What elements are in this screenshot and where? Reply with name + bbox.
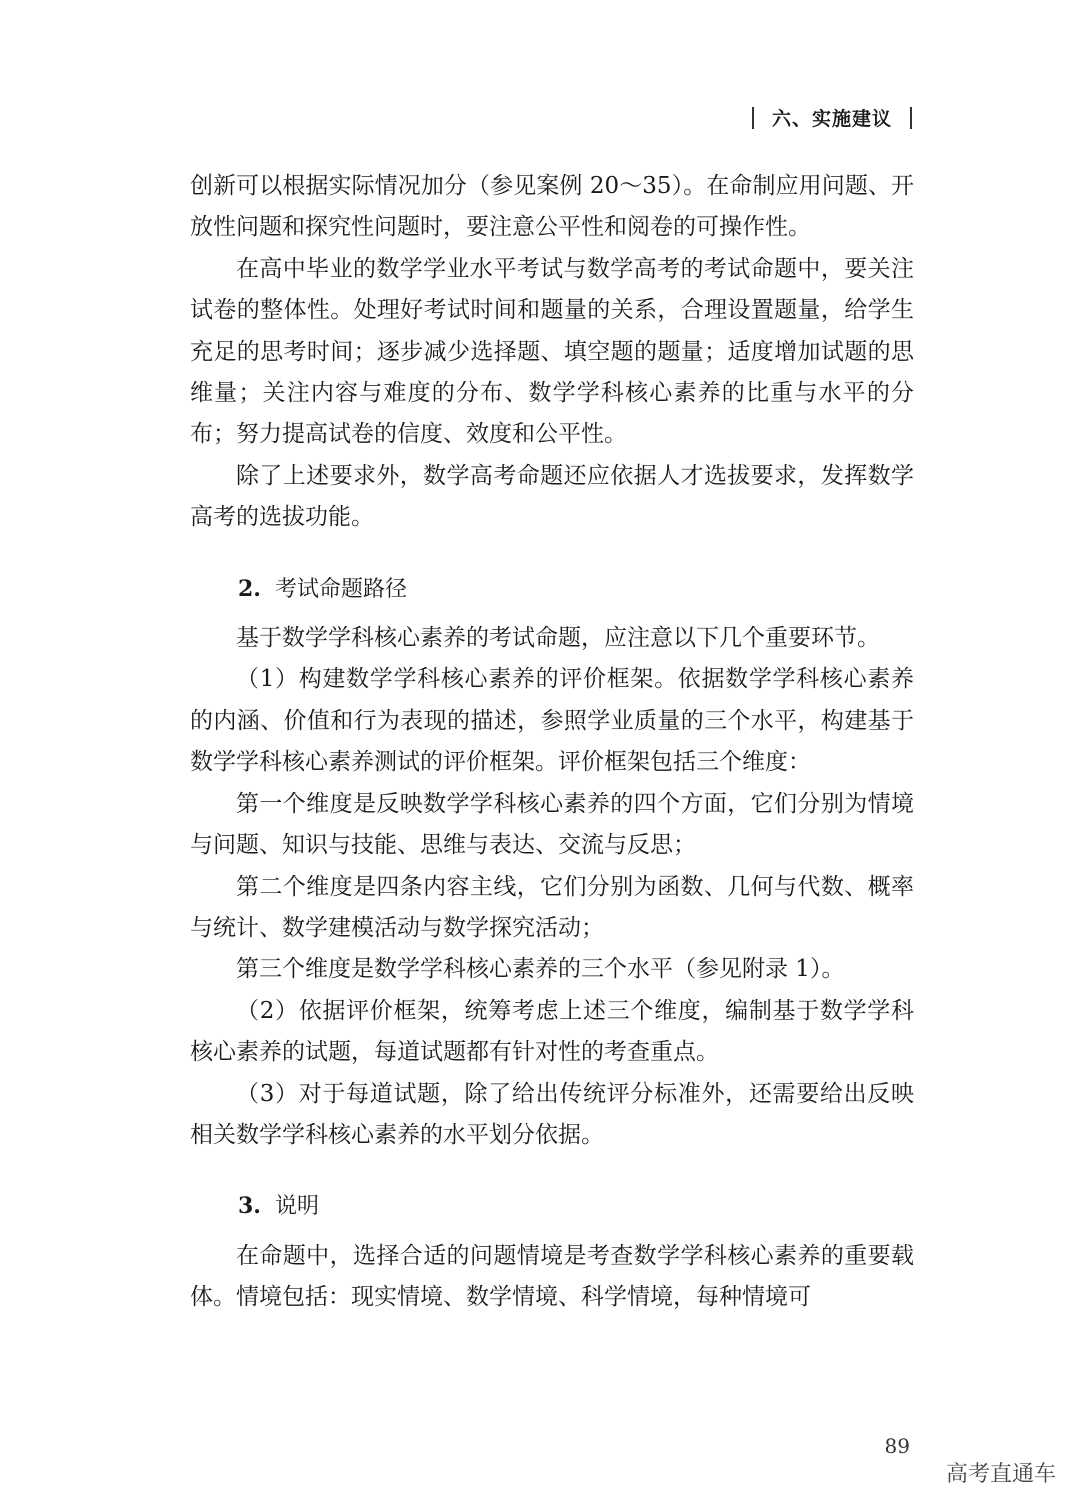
paragraph: 基于数学学科核心素养的考试命题，应注意以下几个重要环节。 xyxy=(236,625,880,652)
page-body xyxy=(190,166,914,1319)
header-divider-right xyxy=(910,107,912,129)
paragraph: 在高中毕业的数学学业水平考试与数学高考的考试命题中，要关注试卷的整体性。处理好考试时间和题量的关系，合理设置题量，给学生充足的思考时间；逐步减少选择题、填空题的题量；适度增加试题的思维量；关注内容与难度的分布、数学学科核心素养的比重与水平的分布；努力提高试卷的信度、效度和公平性。 xyxy=(190,255,914,448)
paragraph: （1）构建数学学科核心素养的评价框架。依据数学学科核心素养的内涵、价值和行为表现的描述，参照学业质量的三个水平，构建基于数学学科核心素养测试的评价框架。评价框架包括三个维度： xyxy=(190,666,914,776)
running-header xyxy=(752,104,912,131)
section-heading-3 xyxy=(190,1186,914,1227)
watermark-text: 高考直通车 xyxy=(945,1462,1056,1487)
paragraph: 在命题中，选择合适的问题情境是考查数学学科核心素养的重要载体。情境包括：现实情境、数学情境、科学情境，每种情境可 xyxy=(190,1242,914,1311)
section-title: 说明 xyxy=(274,1194,319,1220)
page-number: 89 xyxy=(884,1434,910,1458)
paragraph: 第一个维度是反映数学学科核心素养的四个方面，它们分别为情境与问题、知识与技能、思维与表达、交流与反思； xyxy=(190,790,914,859)
paragraph: （3）对于每道试题，除了给出传统评分标准外，还需要给出反映相关数学学科核心素养的水平划分依据。 xyxy=(190,1080,914,1148)
section-number: 2. xyxy=(238,575,261,602)
header-section-title: 六、实施建议 xyxy=(771,108,892,130)
paragraph: 第二个维度是四条内容主线，它们分别为函数、几何与代数、概率与统计、数学建模活动与数学探究活动； xyxy=(190,873,914,941)
section-number: 3. xyxy=(238,1193,261,1220)
section-title: 考试命题路径 xyxy=(274,576,407,602)
section-heading-2 xyxy=(190,569,914,610)
paragraph: 除了上述要求外，数学高考命题还应依据人才选拔要求，发挥数学高考的选拔功能。 xyxy=(190,462,914,531)
header-divider-left xyxy=(752,107,754,129)
paragraph: 第三个维度是数学学科核心素养的三个水平（参见附录 1）。 xyxy=(236,956,845,983)
paragraph-continuation: 创新可以根据实际情况加分（参见案例 20～35）。在命制应用问题、开放性问题和探究性问题时，要注意公平性和阅卷的可操作性。 xyxy=(190,173,914,241)
paragraph: （2）依据评价框架，统筹考虑上述三个维度，编制基于数学学科核心素养的试题，每道试题都有针对性的考查重点。 xyxy=(190,997,914,1066)
